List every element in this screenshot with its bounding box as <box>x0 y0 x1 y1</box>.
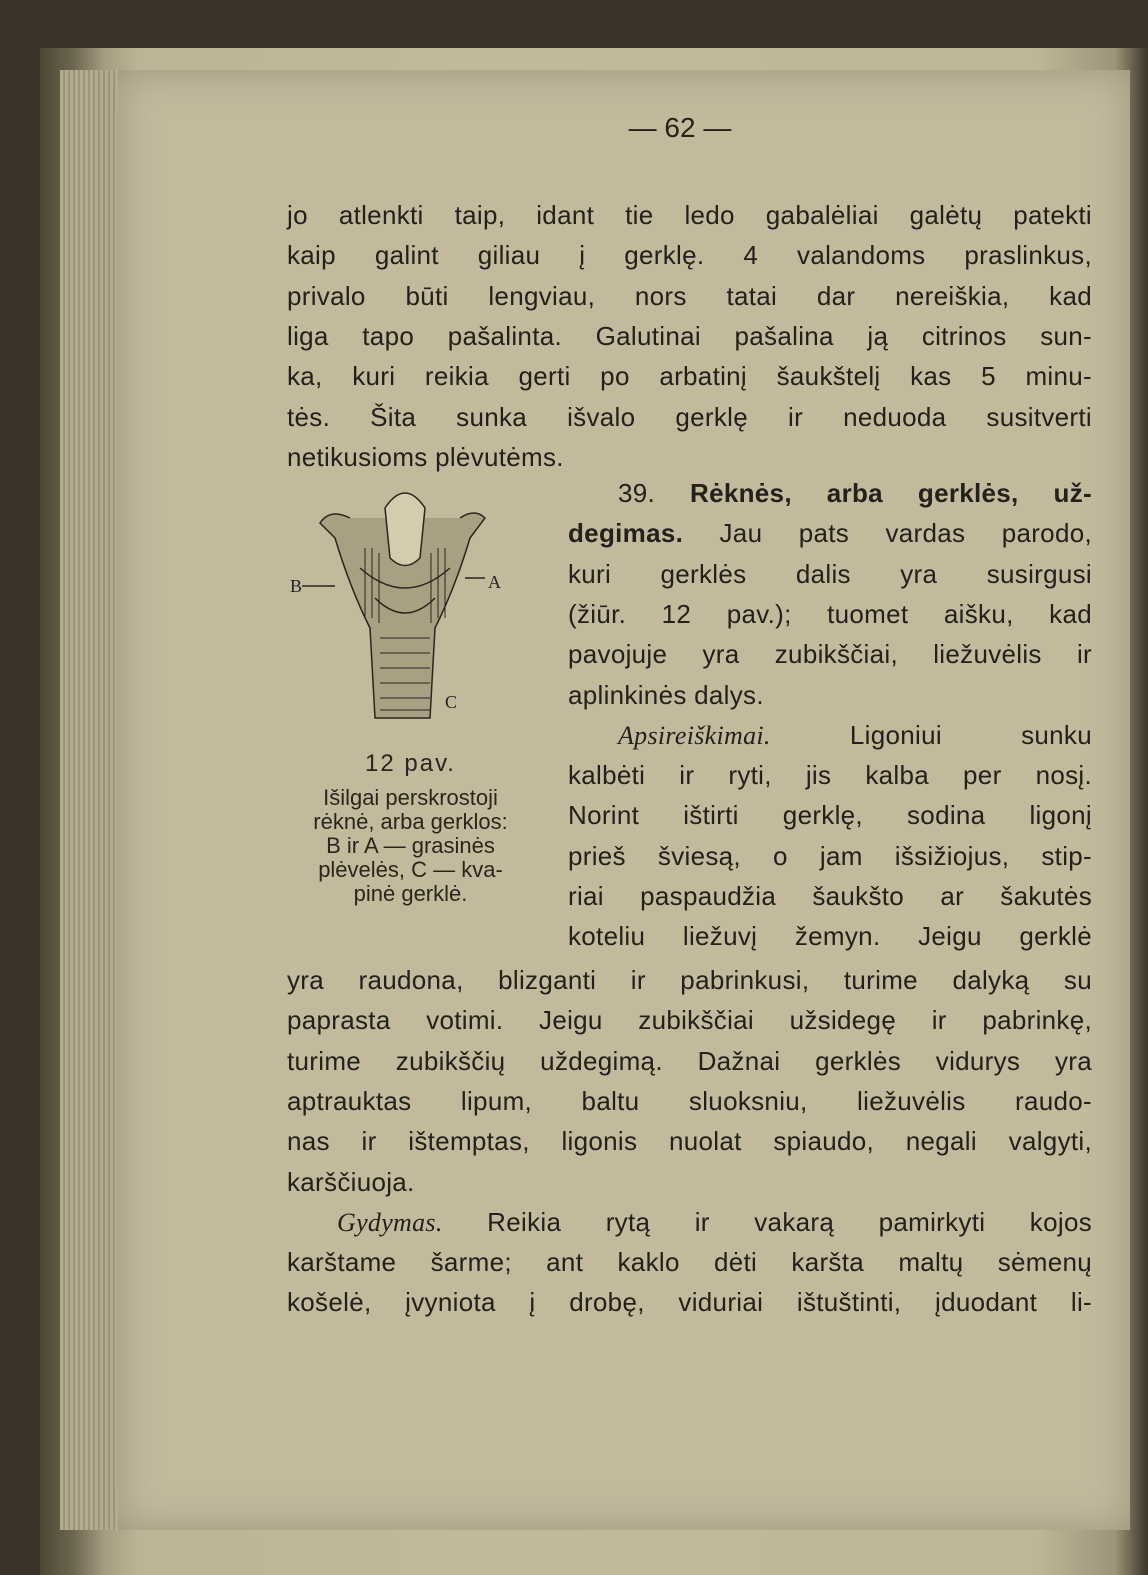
text-segment: nas ir ištemptas, ligonis nuolat spiaudo, negali valgyti, <box>287 1126 1092 1157</box>
text-segment: pavojuje yra zubikščiai, liežuvėlis ir <box>568 639 1092 670</box>
text-line <box>568 836 1092 876</box>
text-line <box>568 876 1092 916</box>
text-segment: tės. Šita sunka išvalo gerklę ir neduoda susitverti <box>287 401 1092 432</box>
text-line <box>287 1242 1092 1282</box>
section-title: Rėknės, arba gerklės, už- <box>690 478 1092 508</box>
text-segment: privalo būti lengviau, nors tatai dar nereiškia, kad <box>287 280 1092 311</box>
text-segment: Reikia rytą ir vakarą pamirkyti kojos <box>442 1206 1092 1237</box>
text-line <box>568 715 1092 755</box>
figure-caption-title: 12 pav. <box>365 750 456 777</box>
text-segment: (žiūr. 12 pav.); tuomet aišku, kad <box>568 598 1092 629</box>
text-line <box>287 1041 1092 1081</box>
text-line <box>568 513 1092 553</box>
text-segment: kalbėti ir ryti, jis kalba per nosį. <box>568 760 1092 791</box>
text-segment: aplinkinės dalys. <box>568 679 764 710</box>
figure-caption-line: plėvelės, C — kva- <box>318 857 503 882</box>
text-line <box>568 916 1092 956</box>
text-segment: turime zubikščių uždegimą. Dažnai gerklės vidurys yra <box>287 1045 1092 1076</box>
figure-caption-line: Išilgai perskrostoji <box>323 785 498 810</box>
text-line <box>287 1121 1092 1161</box>
text-segment: Ligoniui sunku <box>770 719 1092 750</box>
figure-caption-line: pinė gerklė. <box>353 881 468 906</box>
text-line <box>568 554 1092 594</box>
text-segment: netikusioms plėvutėms. <box>287 441 564 472</box>
text-line <box>568 755 1092 795</box>
text-segment: ka, kuri reikia gerti po arbatinį šaukštelį kas 5 minu- <box>287 361 1092 392</box>
figure-caption-line: B ir A — grasinės <box>326 833 495 858</box>
text-line <box>568 634 1092 674</box>
text-line <box>287 195 1092 235</box>
text-segment: košelė, įvyniota į drobę, viduriai ištuštinti, įduodant li- <box>287 1287 1092 1318</box>
text-line <box>568 675 1092 715</box>
text-segment: kaip galint giliau į gerklę. 4 valandoms praslinkus, <box>287 240 1092 271</box>
figure-label-a: A <box>488 572 501 592</box>
text-segment: koteliu liežuvį žemyn. Jeigu gerklė <box>568 921 1092 952</box>
text-segment: karščiuoja. <box>287 1166 415 1197</box>
section-title: degimas. <box>568 518 684 549</box>
page-edges <box>60 70 120 1530</box>
text-line <box>287 1081 1092 1121</box>
text-line <box>287 397 1092 437</box>
text-segment: karštame šarme; ant kaklo dėti karšta maltų sėmenų <box>287 1247 1092 1278</box>
text-segment: paprasta votimi. Jeigu zubikščiai užsidegę ir pabrinkę, <box>287 1005 1092 1036</box>
text-segment: riai paspaudžia šaukšto ar šakutės <box>568 881 1092 911</box>
text-line <box>287 276 1092 316</box>
text-line <box>568 594 1092 634</box>
figure-label-b: B <box>290 576 303 596</box>
text-segment: 39. <box>618 478 691 508</box>
larynx-illustration <box>302 493 485 718</box>
text-line <box>287 1282 1092 1322</box>
figure-caption-line: rėknė, arba gerklos: <box>313 809 508 834</box>
text-segment: prieš šviesą, o jam išsižiojus, stip- <box>568 840 1092 871</box>
text-line <box>287 316 1092 356</box>
text-line <box>287 960 1092 1000</box>
text-line <box>568 795 1092 835</box>
text-segment: liga tapo pašalinta. Galutinai pašalina ją citrinos sun- <box>287 320 1092 351</box>
larynx-figure <box>290 478 520 733</box>
text-segment: aptrauktas lipum, baltu sluoksniu, liežuvėlis raudo- <box>287 1085 1092 1116</box>
text-line <box>287 437 1092 477</box>
text-line <box>287 1202 1092 1242</box>
text-line <box>287 1000 1092 1040</box>
text-segment: jo atlenkti taip, idant tie ledo gabalėliai galėtų patekti <box>287 200 1092 230</box>
section-heading: Gydymas. <box>337 1207 443 1237</box>
text-segment: yra raudona, blizganti ir pabrinkusi, turime dalyką su <box>287 965 1092 995</box>
page-number: — 62 — <box>628 112 732 143</box>
figure-label-c: C <box>445 692 458 712</box>
text-segment: Jau pats vardas parodo, <box>683 518 1092 549</box>
text-line <box>568 473 1092 513</box>
text-line <box>287 1162 1092 1202</box>
section-heading: Apsireiškimai. <box>618 720 771 750</box>
text-line <box>287 235 1092 275</box>
text-segment: Norint ištirti gerklę, sodina ligonį <box>568 800 1092 831</box>
text-segment: kuri gerklės dalis yra susirgusi <box>568 558 1092 589</box>
text-line <box>287 356 1092 396</box>
